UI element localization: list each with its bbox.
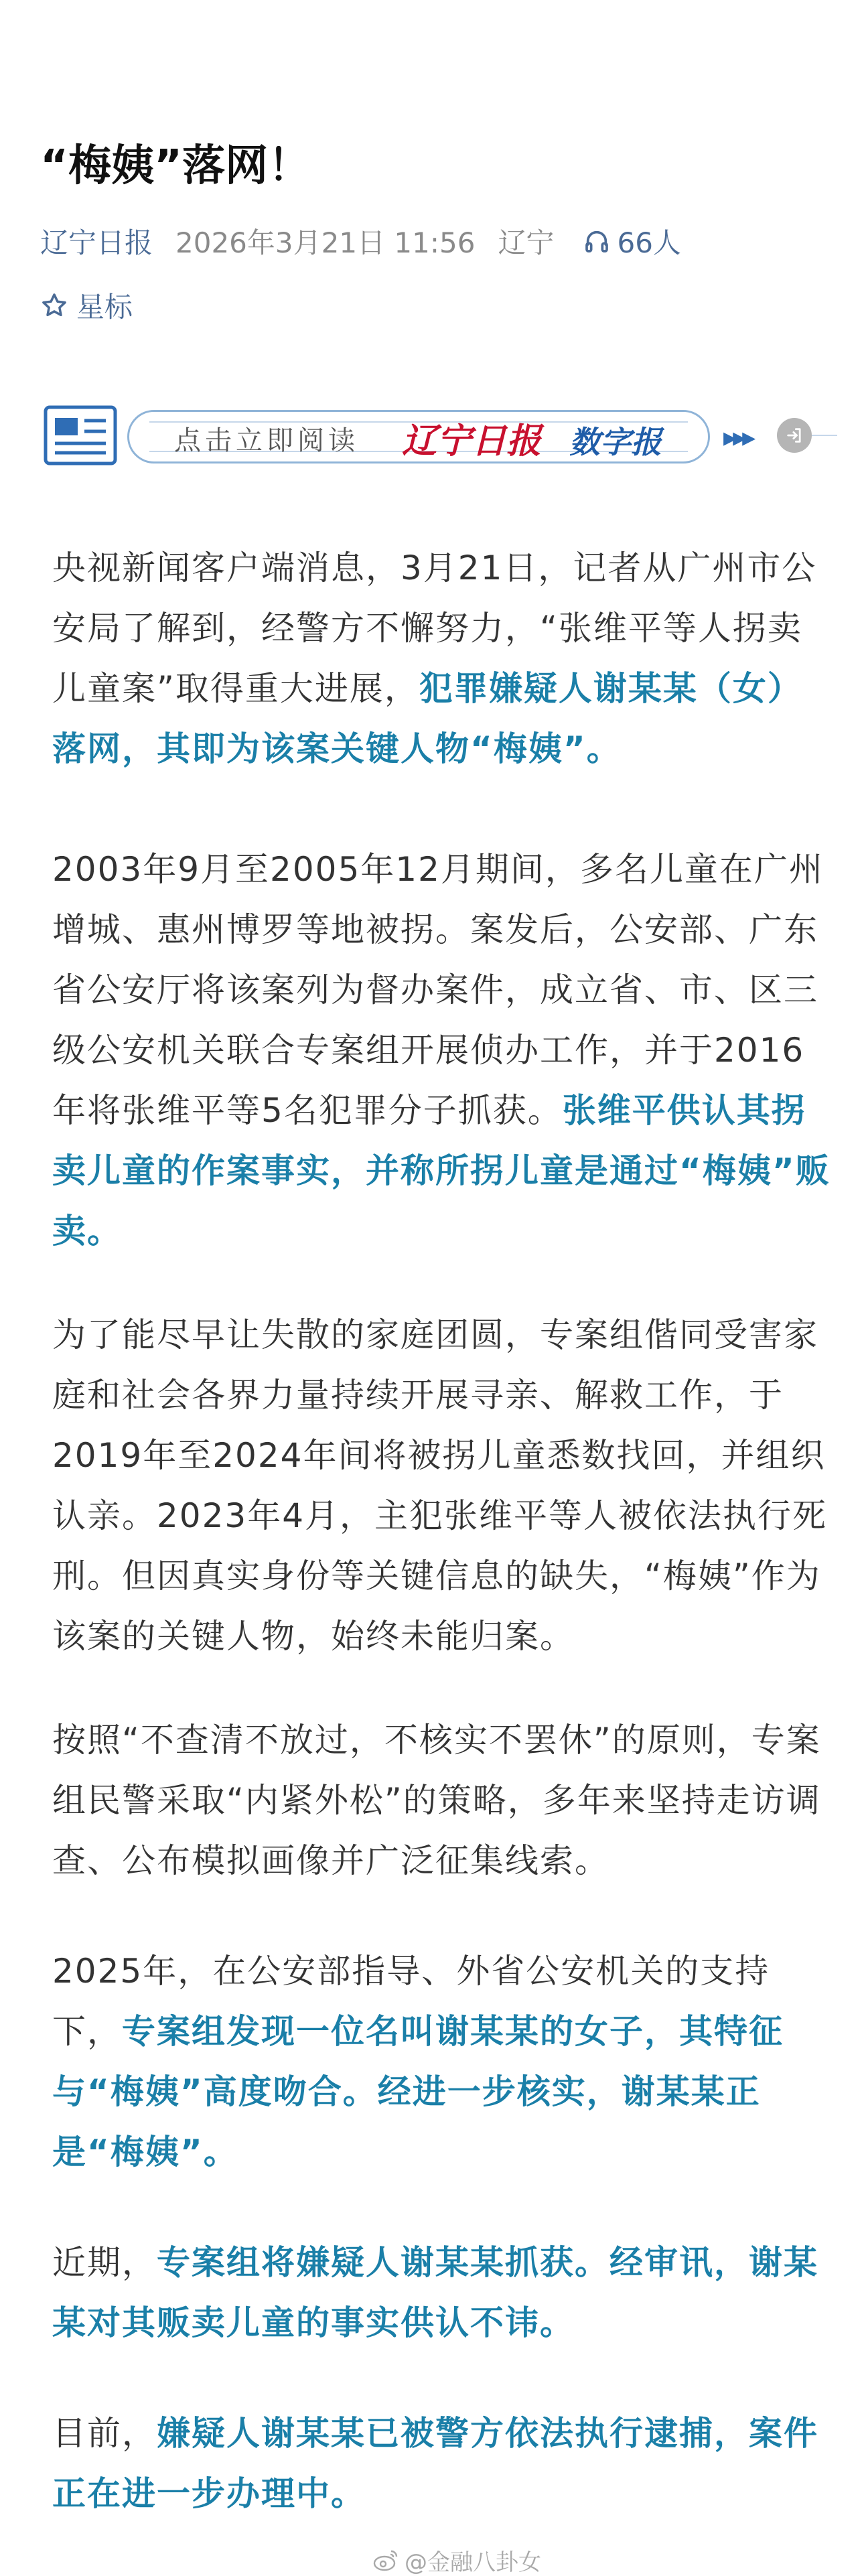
paragraph-text: 按照“不查清不放过，不核实不罢休”的原则，专案组民警采取“内紧外松”的策略，多年来坚持走访调查、公布模拟画像并广泛征集线索。 (52, 1721, 821, 1880)
paragraph-text: 为了能尽早让失散的家庭团圆，专案组偕同受害家庭和社会各界力量持续开展寻亲、解救工作，于2019年至2024年间将被拐儿童悉数找回，并组织认亲。2023年4月，主犯张维平等人被依法执行死刑。但因真实身份等关键信息的缺失，“梅姨”作为该案的关键人物，始终未能归案。 (52, 1315, 828, 1656)
publish-location: 辽宁 (498, 226, 555, 259)
chevrons-right-icon: ▸▸▸ (723, 422, 752, 453)
paragraph-text: 2025年，在公安部指导、外省公安机关的支持下， (52, 1952, 770, 2051)
paragraph-text: 2003年9月至2005年12月期间，多名儿童在广州增城、惠州博罗等地被拐。案发后，公安部、广东省公安厅将该案列为督办案件，成立省、市、区三级公安机关联合专案组开展侦办工作，并于2016年将张维平等5名犯罪分子抓获。 (52, 850, 824, 1130)
article-paragraph (52, 1305, 836, 1666)
paragraph-text: 央视新闻客户端消息，3月21日，记者从广州市公安局了解到，经警方不懈努力，“张维平等人拐卖儿童案”取得重大进展， (52, 549, 817, 708)
newspaper-icon (40, 402, 121, 469)
article-meta (40, 221, 681, 261)
paragraph-highlight: 犯罪嫌疑人谢某某（女）落网，其即为该案关键人物“梅姨”。 (52, 669, 802, 768)
article-paragraph (52, 2403, 836, 2524)
star-label: 星标 (76, 291, 133, 324)
listen-button[interactable] (583, 221, 680, 261)
article-paragraph (52, 839, 836, 1261)
article-paragraph (52, 538, 836, 779)
paragraph-text: 近期， (52, 2243, 157, 2282)
watermark-text: @金融八卦女 (405, 2549, 541, 2576)
source-account-link[interactable]: 辽宁日报 (40, 226, 153, 259)
digital-edition-label: 数字报 (569, 424, 662, 460)
weibo-icon (372, 2549, 399, 2571)
read-now-text: 点击立即阅读 (174, 425, 359, 456)
publish-datetime: 2026年3月21日 11:56 (175, 226, 476, 259)
digital-paper-banner[interactable] (40, 395, 824, 476)
paragraph-highlight: 嫌疑人谢某某已被警方依法执行逮捕，案件正在进一步办理中。 (52, 2414, 818, 2513)
paragraph-highlight: 专案组将嫌疑人谢某某抓获。经审讯，谢某某对其贩卖儿童的事实供认不讳。 (52, 2243, 818, 2342)
listener-count: 66人 (617, 226, 681, 259)
star-icon (40, 291, 68, 319)
article-title: “梅姨”落网！ (40, 141, 311, 191)
article-paragraph (52, 2232, 836, 2353)
paragraph-highlight: 专案组发现一位名叫谢某某的女子，其特征与“梅姨”高度吻合。经进一步核实，谢某某正是“梅姨”。 (52, 2012, 784, 2171)
paper-name-logo: 辽宁日报 (402, 421, 542, 461)
watermark (372, 2545, 541, 2575)
article-paragraph (52, 1710, 836, 1891)
paragraph-highlight: 张维平供认其拐卖儿童的作案事实，并称所拐儿童是通过“梅姨”贩卖。 (52, 1091, 831, 1250)
paragraph-text: 目前， (52, 2414, 157, 2453)
headphones-icon (583, 228, 610, 255)
star-button[interactable] (40, 287, 133, 324)
exit-icon[interactable] (777, 418, 812, 453)
article-paragraph (52, 1941, 836, 2182)
